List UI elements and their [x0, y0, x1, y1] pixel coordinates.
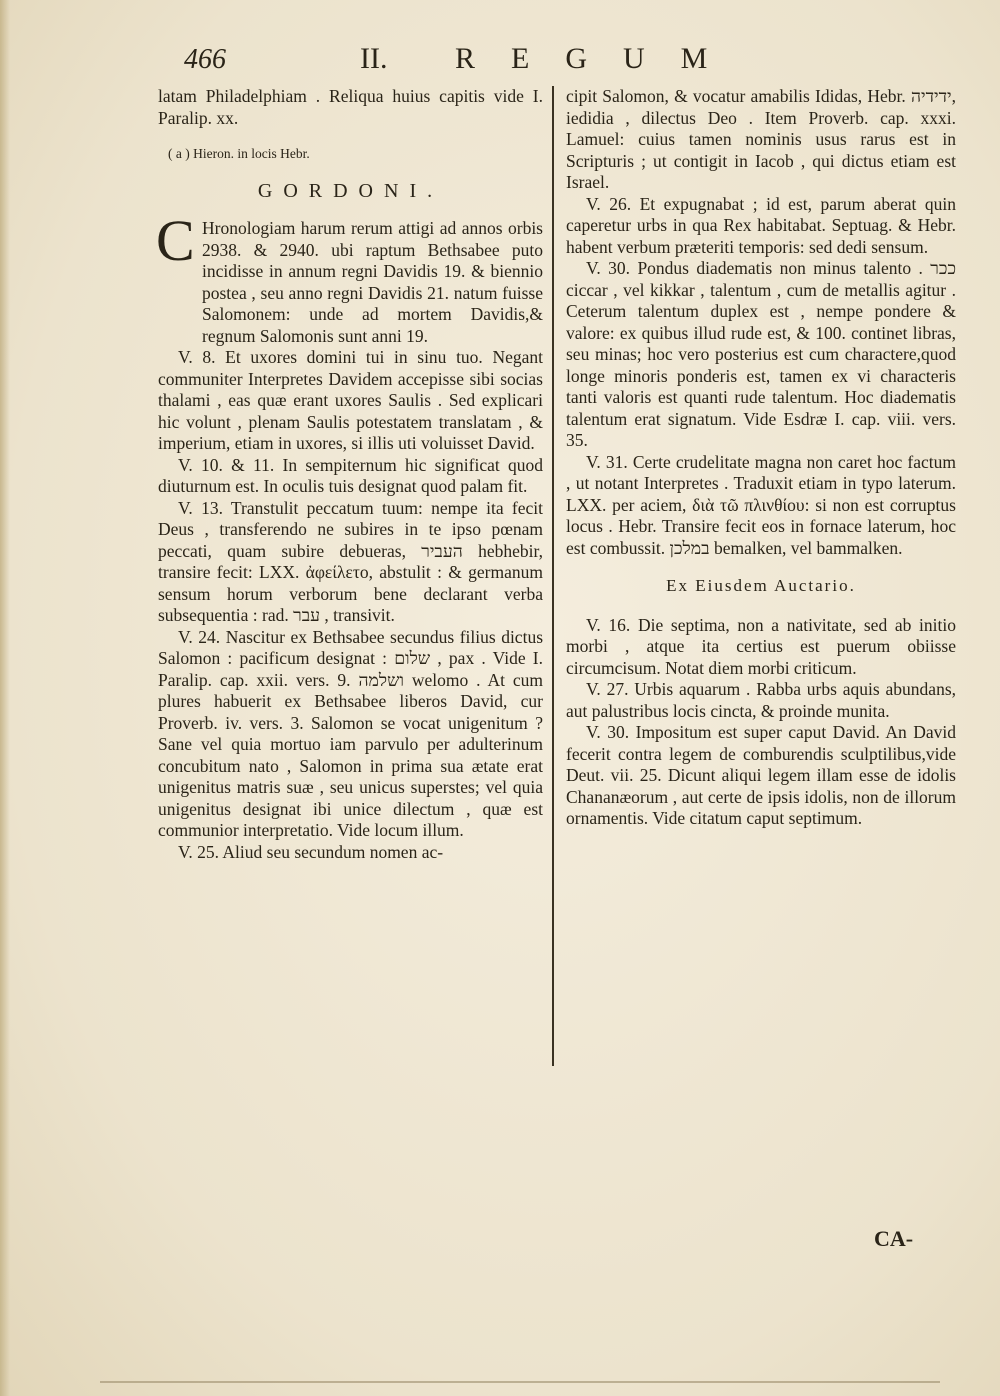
paragraph: V. 30. Pondus diadematis non minus talento . ככר ciccar , vel kikkar , talentum , cum de metallis agitur . Ceterum talentum duplex est , nempe pondere & valore: ex quibus illud rude est, & 100. continet libras, seu minas; hoc vero posterius est cum charactere,quod longe minoris ponderis est, tamen ex vi characteris tanti valoris est quanti rude talentum. Hoc diadematis talentum erat signatum. Vide Esdræ I. cap. viii. vers. 35. [566, 258, 956, 450]
paragraph: V. 8. Et uxores domini tui in sinu tuo. Negant communiter Interpretes Davidem accepisse sibi socias thalami , eas quæ erant uxores Saulis . Sed explicari hic volunt , plenam Saulis potestatem translatam , & imperium, etiam in uxores, si illis uti voluisset David. [158, 347, 543, 453]
paragraph: V. 13. Transtulit peccatum tuum: nempe ita fecit Deus , transferendo ne subires in te ipso pœnam peccati, quam subire debueras, העביר hebhebir, transire fecit: LXX. ἀφείλετο, abstulit : & germanum sensum horum verborum bene declarant verba subsequentia : rad. עבר , transivit. [158, 497, 543, 625]
left-column [158, 86, 543, 863]
page-bottom-edge [100, 1381, 940, 1383]
paragraph: V. 30. Impositum est super caput David. An David fecerit contra legem de comburendis sculptilibus,vide Deut. vii. 25. Dicunt aliqui legem illam esse de idolis Chananæorum , aut certe de ipsis idolis, non de illorum ornamentis. Vide citatum caput septimum. [566, 722, 956, 828]
paragraph: V. 25. Aliud seu secundum nomen ac- [178, 841, 444, 862]
dropcap-paragraph [156, 208, 543, 347]
footnote: ( a ) Hieron. in locis Hebr. [168, 146, 310, 161]
right-column [566, 86, 956, 830]
paragraph: V. 26. Et expugnabat ; id est, parum aberat quin caperetur urbs in qua Rex habitabat. Septuag. & Hebr. habent verbum præteriti temporis: sed dedi sensum. [566, 193, 956, 257]
header-book: II. [360, 42, 388, 75]
page-edge-shadow [0, 0, 10, 1396]
paragraph: V. 24. Nascitur ex Bethsabee secundus filius dictus Salomon : pacificum designat : שלום , pax . Vide I. Paralip. cap. xxii. vers. 9. ושלמה welomo . At cum plures habuerit ex Bethsabee liberos David, cur Proverb. iv. vers. 3. Salomon se vocat unigenitum ? Sane vel quia mortuo iam parvulo per adulterinum concubitum nato , Salomon in prima sua ætate erat unigenitus matris suæ , seu unicus superstes; vel quia unigenitus designat ibi unice dilectum , quæ est communior interpretatio. Vide locum illum. [158, 626, 544, 840]
intro-paragraph: latam Philadelphiam . Reliqua huius capitis vide I. Paralip. xx. [158, 86, 543, 128]
paragraph: V. 10. & 11. In sempiternum hic significat quod diuturnum est. In oculis tuis designat quod palam fit. [158, 454, 543, 496]
section-title-auctario: Ex Eiusdem Auctario. [666, 576, 856, 595]
paragraph: cipit Salomon, & vocatur amabilis Ididas, Hebr. ידידיה, iedidia , dilectus Deo . Item Proverb. cap. xxxi. Lamuel: cuius tamen nominis usus rarus est in Scripturis ; ut contigit in Iacob , qui dictus etiam est Israel. [566, 86, 956, 192]
running-header [160, 40, 960, 80]
paragraph: V. 27. Urbis aquarum . Rabba urbs aquis abundans, aut palustribus locis cincta, & proinde munita. [566, 679, 956, 721]
section-title-gordoni: GORDONI. [257, 179, 444, 202]
header-title: REGUM [455, 42, 744, 75]
paragraph: V. 16. Die septima, non a nativitate, sed ab initio morbi , atque ita certius est puerum obiisse circumcisum. Notat diem morbi criticum. [566, 614, 956, 678]
paragraph-text: Hronologiam harum rerum attigi ad annos orbis 2938. & 2940. ubi raptum Bethsabee puto incidisse in annum regni Davidis 19. & biennio postea , seu anno regni Davidis 21. natum fuisse Salomonem: unde ad mortem Davidis,& regnum Salomonis sunt anni 19. [202, 218, 543, 346]
paragraph: V. 31. Certe crudelitate magna non caret hoc factum , ut notant Interpretes . Traduxit etiam in typo laterum. LXX. per aciem, διὰ τῶ πλινθίου: si non est corruptus locus . Hebr. Transire fecit eos in fornace laterum, hoc est combussit. במלכן bemalken, vel bammalken. [566, 451, 956, 558]
page-number: 466 [184, 44, 226, 75]
catchword: CA- [874, 1226, 914, 1251]
column-divider [552, 86, 554, 1066]
drop-cap: C [156, 208, 195, 273]
